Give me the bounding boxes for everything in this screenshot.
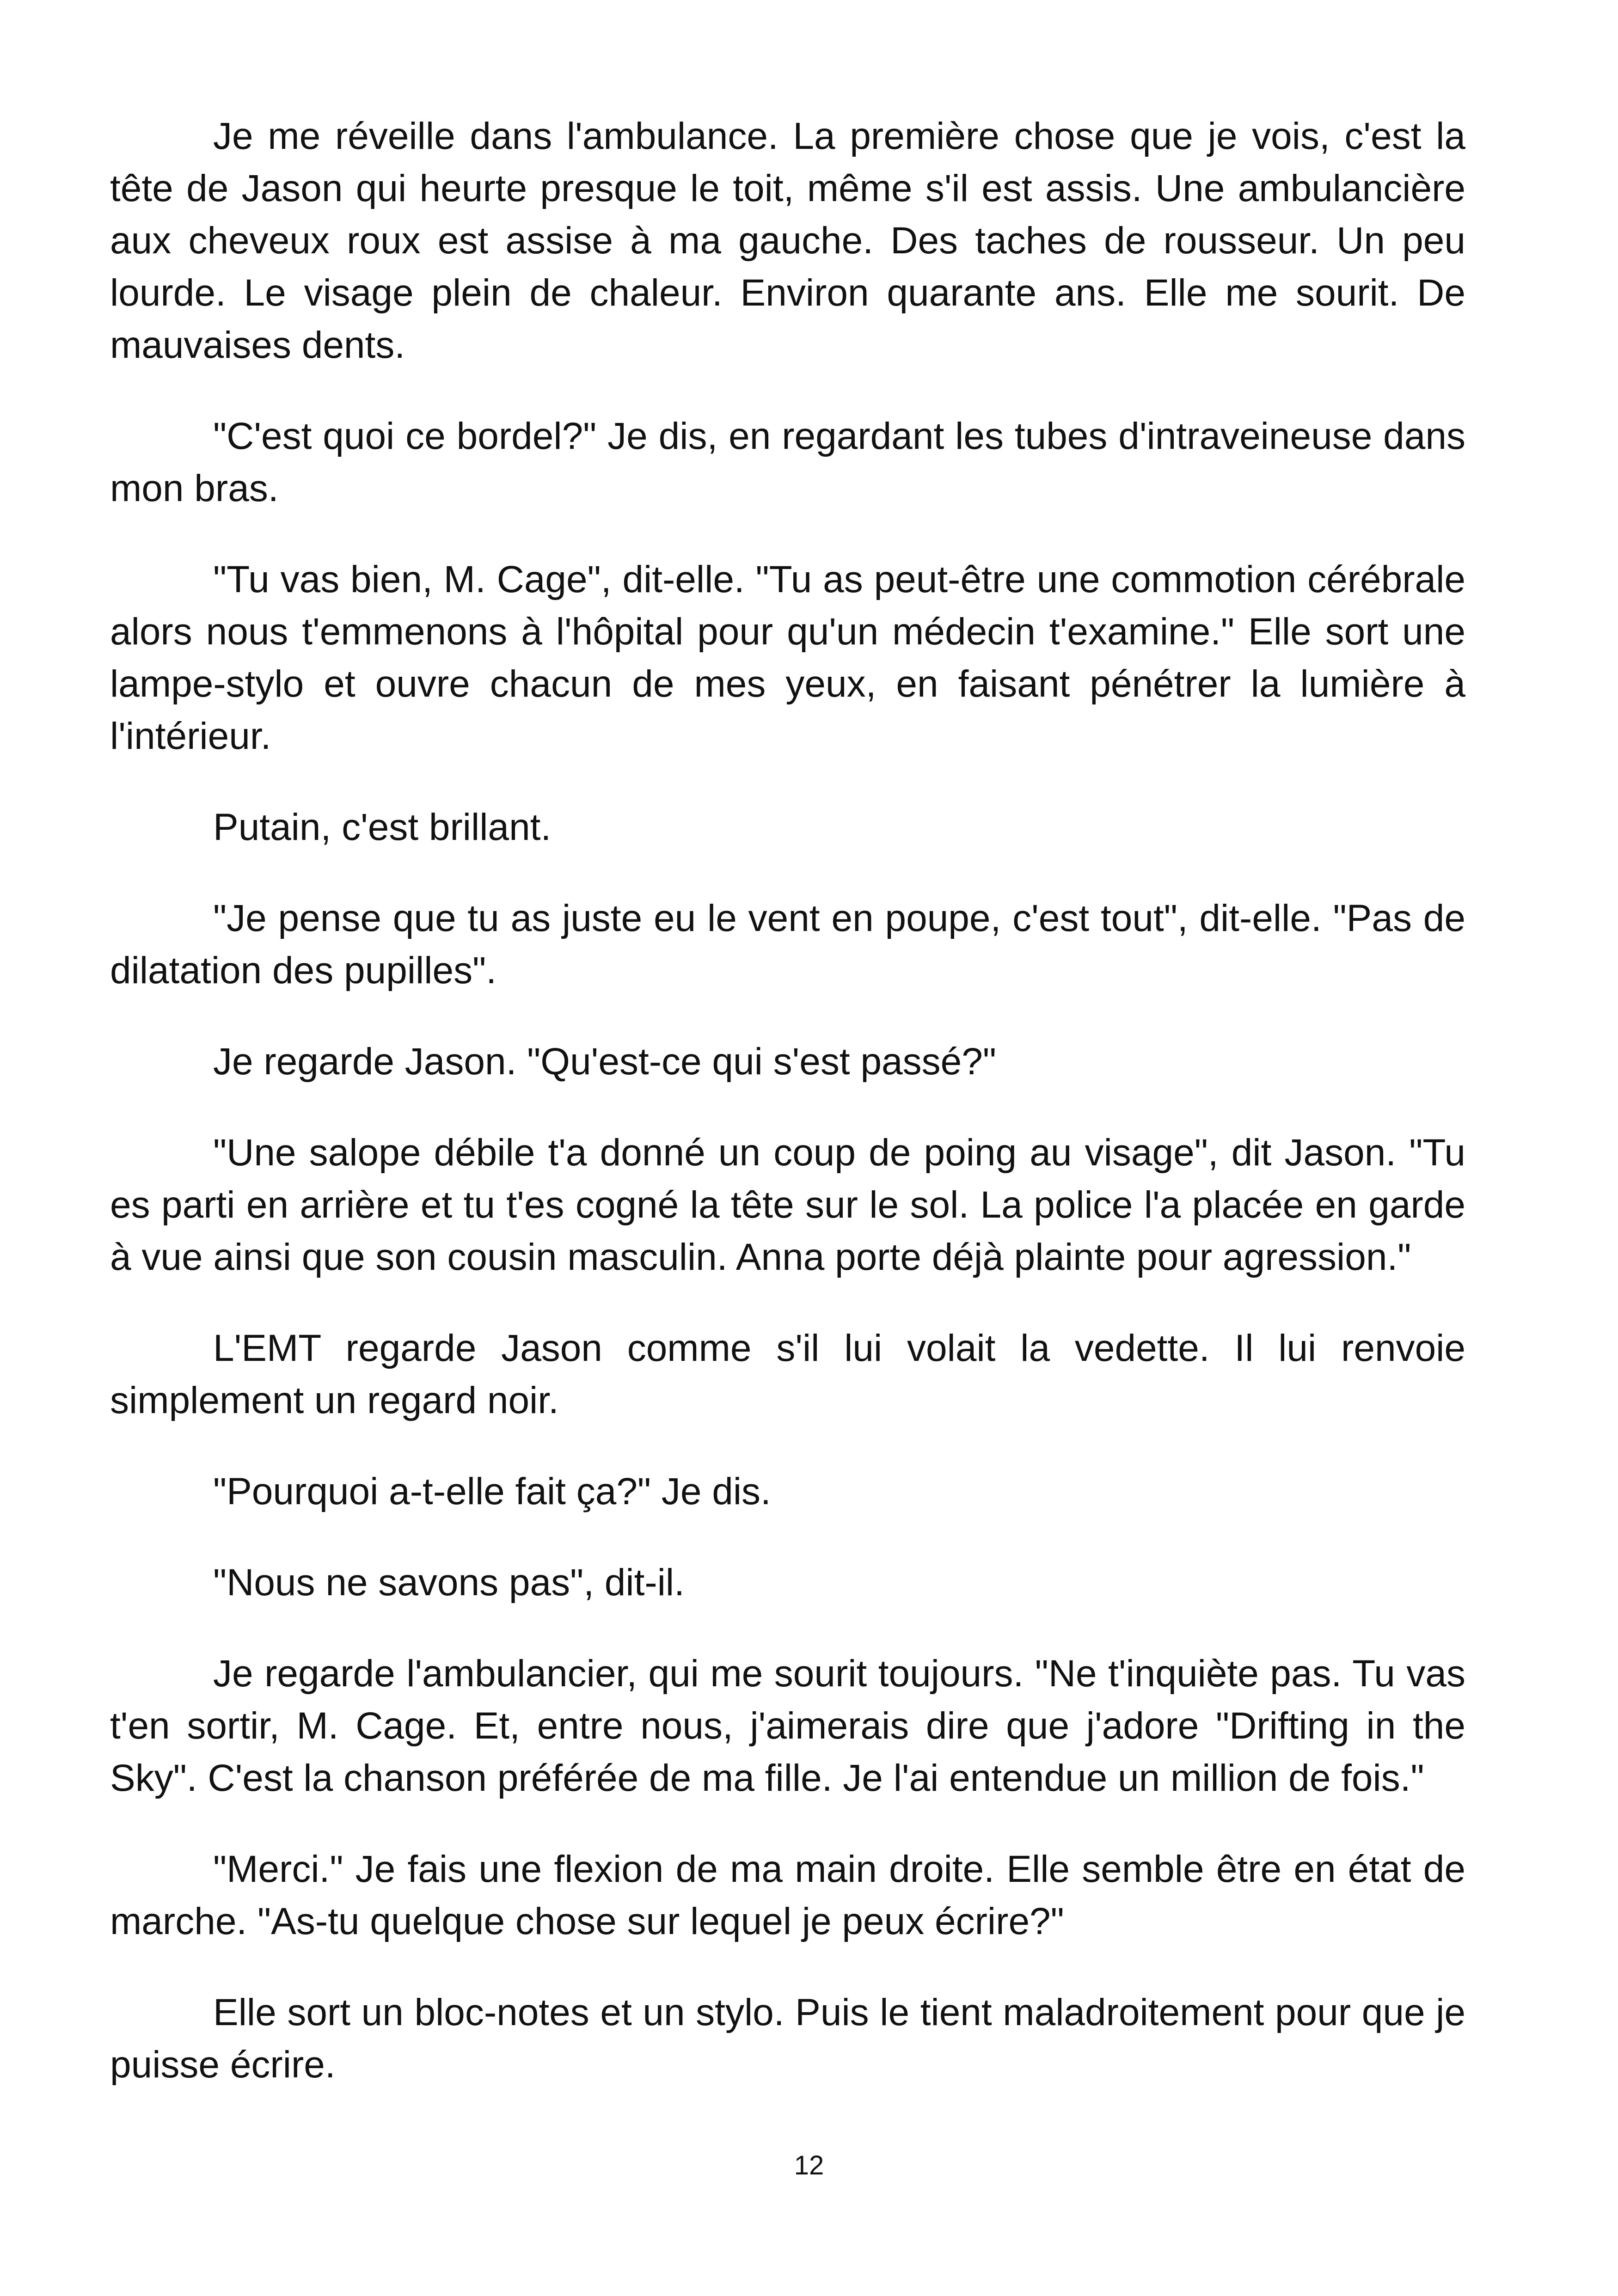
- page-number: 12: [794, 2150, 824, 2180]
- paragraph: "C'est quoi ce bordel?" Je dis, en regardant les tubes d'intraveineuse dans mon bras.: [110, 415, 1465, 509]
- paragraph: Je regarde l'ambulancier, qui me sourit toujours. "Ne t'inquiète pas. Tu vas t'en sortir, M. Cage. Et, entre nous, j'aimerais dire que j'adore "Drifting in the Sky". C'est la chanson préférée de ma fille. Je l'ai entendue un million de fois.": [110, 1653, 1465, 1799]
- paragraph: Elle sort un bloc-notes et un stylo. Puis le tient maladroitement pour que je puisse écrire.: [110, 1991, 1465, 2086]
- paragraph: "Merci." Je fais une flexion de ma main droite. Elle semble être en état de marche. "As-tu quelque chose sur lequel je peux écrire?": [110, 1848, 1465, 1942]
- paragraph: L'EMT regarde Jason comme s'il lui volait la vedette. Il lui renvoie simplement un regard noir.: [110, 1327, 1465, 1421]
- body-text: [110, 110, 1465, 2130]
- paragraph: "Nous ne savons pas", dit-il.: [213, 1561, 685, 1604]
- paragraph: "Une salope débile t'a donné un coup de poing au visage", dit Jason. "Tu es parti en arrière et tu t'es cogné la tête sur le sol. La police l'a placée en garde à vue ainsi que son cousin masculin. Anna porte déjà plainte pour agression.": [110, 1132, 1465, 1278]
- paragraph: Je me réveille dans l'ambulance. La première chose que je vois, c'est la tête de Jason qui heurte presque le toit, même s'il est assis. Une ambulancière aux cheveux roux est assise à ma gauche. Des taches de rousseur. Un peu lourde. Le visage plein de chaleur. Environ quarante ans. Elle me sourit. De mauvaises dents.: [110, 115, 1465, 366]
- paragraph: "Tu vas bien, M. Cage", dit-elle. "Tu as peut-être une commotion cérébrale alors nous t'emmenons à l'hôpital pour qu'un médecin t'examine." Elle sort une lampe-stylo et ouvre chacun de mes yeux, en faisant pénétrer la lumière à l'intérieur.: [110, 558, 1465, 757]
- paragraph: "Pourquoi a-t-elle fait ça?" Je dis.: [213, 1470, 771, 1512]
- paragraph: Putain, c'est brillant.: [213, 806, 552, 848]
- paragraph: "Je pense que tu as juste eu le vent en poupe, c'est tout", dit-elle. "Pas de dilatation des pupilles".: [110, 897, 1465, 992]
- paragraph: Je regarde Jason. "Qu'est-ce qui s'est passé?": [213, 1041, 996, 1083]
